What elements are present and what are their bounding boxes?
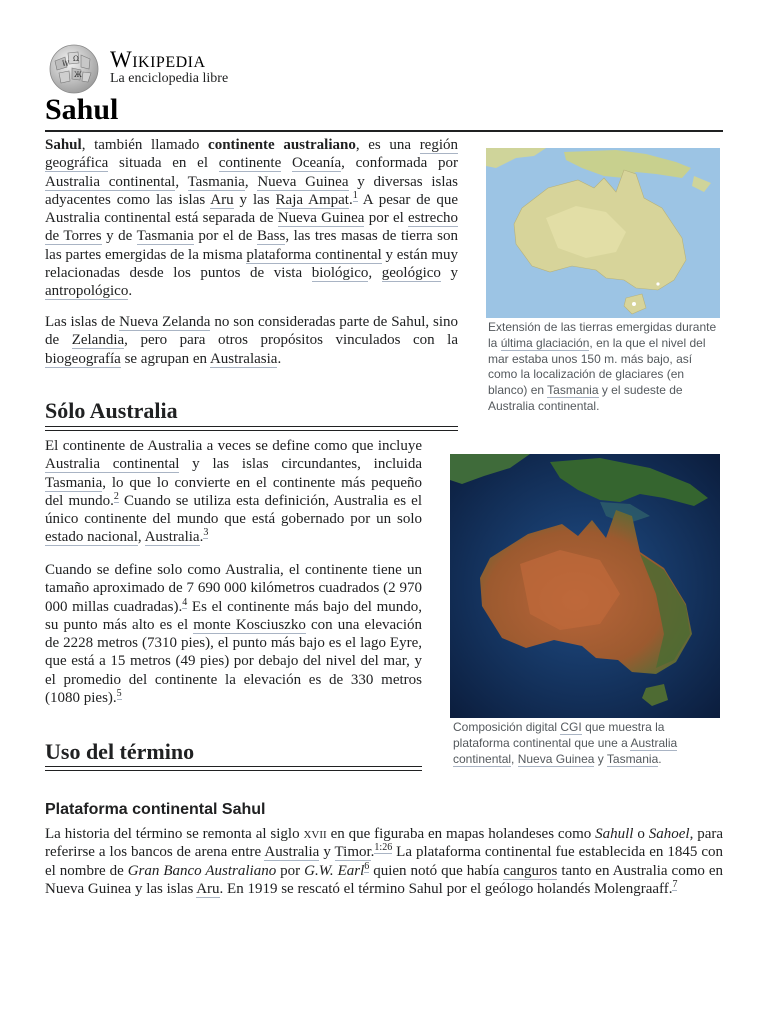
section-paragraph-2: Cuando se define solo como Australia, el continente tiene un tamaño aproximado de 7 690 000 kilómetros cuadrados (2 970 000 millas cuadradas).$^4$ Es el continente más bajo del mundo, su punto más alto es el monte Kosciuszko con una elevación de 2228 metros (7310 pies), el punto más bajo es el lago Eyre, que está a 15 metros (49 pies) por debajo del nivel del mar, y el promedio del continente la elevación es de 330 metros (1080 pies).$^5$ xyxy=(45,562,423,707)
svg-text:Ж: Ж xyxy=(74,71,82,79)
subsection-heading: Plataforma continental Sahul xyxy=(45,801,266,818)
figure-caption: Extensión de las tierras emergidas durante la última glaciación, en la que el nivel del mar estaba unos 150 m. más bajo, así como la localización de glaciares (en blanco) en Tasmania y el sudeste de Australia continental. xyxy=(488,320,717,413)
page-title: Sahul xyxy=(45,93,119,126)
link-plataforma-continental[interactable]: plataforma continental xyxy=(246,246,382,263)
link-australasia[interactable]: Australasia xyxy=(209,350,278,367)
link-australia[interactable]: Australia xyxy=(144,529,200,546)
link-nueva-guinea[interactable]: Nueva Guinea xyxy=(277,210,365,227)
globe-icon xyxy=(45,43,103,95)
reference-link[interactable]: 3 xyxy=(203,527,209,539)
figure-glaciation-map xyxy=(486,148,720,415)
intro-paragraph-2: Las islas de Nueva Zelanda no son consideradas parte de Sahul, sino de Zelandia, pero para otros propósitos vinculados con la biogeografía se agrupan en Australasia. xyxy=(45,314,458,367)
section-heading: Uso del término xyxy=(45,739,195,764)
reference-link[interactable]: 2 xyxy=(113,490,119,502)
link-australia-continental[interactable]: Australia continental xyxy=(453,735,678,766)
link-australia-continental[interactable]: Australia continental xyxy=(45,456,180,473)
link-aru[interactable]: Aru xyxy=(196,880,220,897)
section-divider xyxy=(45,426,458,431)
link-nueva-zelanda[interactable]: Nueva Zelanda xyxy=(119,314,211,330)
link-oceania[interactable]: Oceanía xyxy=(291,155,342,172)
tagline: La enciclopedia libre xyxy=(110,71,229,86)
satellite-image[interactable] xyxy=(450,454,720,718)
link-tasmania[interactable]: Tasmania xyxy=(136,228,194,245)
link-region-geografica[interactable]: región geográfica xyxy=(45,137,459,172)
section-heading: Sólo Australia xyxy=(45,398,178,423)
wordmark[interactable]: Wikipedia xyxy=(110,47,206,72)
figure-caption: Composición digital CGI que muestra la plataforma continental que une a Australia continental, Nueva Guinea y Tasmania. xyxy=(453,720,678,766)
section-divider xyxy=(45,766,422,771)
link-canguros[interactable]: canguros xyxy=(503,862,558,879)
reference-link[interactable]: 7 xyxy=(672,878,678,890)
link-tasmania[interactable]: Tasmania xyxy=(45,474,103,491)
reference-link[interactable]: 5 xyxy=(116,688,122,700)
map-image[interactable] xyxy=(486,148,720,318)
figure-satellite-composite xyxy=(450,454,720,767)
link-australia[interactable]: Australia xyxy=(264,844,320,861)
reference-link[interactable]: 1:26 xyxy=(374,842,393,854)
link-geologico[interactable]: geológico xyxy=(381,265,441,282)
link-nueva-guinea[interactable]: Nueva Guinea xyxy=(257,173,349,190)
link-ultima-glaciacion[interactable]: última glaciación xyxy=(500,335,590,350)
link-zelandia[interactable]: Zelandia xyxy=(71,332,125,349)
link-australia-continental[interactable]: Australia continental xyxy=(45,173,176,190)
link-timor[interactable]: Timor xyxy=(334,844,371,861)
link-cgi[interactable]: CGI xyxy=(560,720,582,734)
link-biologico[interactable]: biológico xyxy=(311,265,369,282)
link-monte-kosciuszko[interactable]: monte Kosciuszko xyxy=(193,616,306,633)
section-paragraph-3: La historia del término se remonta al siglo xvii en que figuraba en mapas holandeses como Sahull o Sahoel, para referirse a los bancos de arena entre Australia y Timor.$^{1:26}$ La plataforma continental fue establecida en 1845 con el nombre de Gran Banco Australiano por G.W. Earl$^6$ quien notó que había canguros tanto en Australia como en Nueva Guinea y las islas Aru. En 1919 se rescató el término Sahul por el geólogo holandés Molengraaff.$^7$ xyxy=(45,826,724,897)
reference-link[interactable]: 1 xyxy=(352,189,358,201)
section-paragraph: El continente de Australia a veces se define como que incluye Australia continental y las islas circundantes, incluida Tasmania, lo que lo convierte en el continente más pequeño del mundo.$^2$ Cuando se utiliza esta definición, Australia es el único continente del mundo que está gobernado por un solo estado nacional, Australia.$^3$ xyxy=(45,438,422,546)
link-bass[interactable]: Bass xyxy=(257,228,286,245)
intro-paragraph: Sahul, también llamado continente australiano, es una región geográfica situada en el continente Oceanía, conformada por Australia continental, Tasmania, Nueva Guinea y diversas islas adyacentes como las islas Aru y las Raja Ampat.$^1$ A pesar de que Australia continental está separada de Nueva Guinea por el estrecho de Torres y de Tasmania por el de Bass, las tres masas de tierra son las partes emergidas de la misma plataforma continental y están muy relacionadas desde los puntos de vista biológico, geológico y antropológico. xyxy=(45,137,459,300)
link-tasmania[interactable]: Tasmania xyxy=(187,173,245,190)
link-continente[interactable]: continente xyxy=(218,155,282,172)
reference-link[interactable]: 6 xyxy=(364,860,370,872)
link-tasmania[interactable]: Tasmania xyxy=(547,383,599,398)
link-antropologico[interactable]: antropológico xyxy=(45,283,129,300)
link-raja-ampat[interactable]: Raja Ampat xyxy=(275,191,349,208)
link-estrecho-de-torres[interactable]: estrecho de Torres xyxy=(45,210,458,245)
wikipedia-logo[interactable] xyxy=(45,43,105,95)
svg-text:Ω: Ω xyxy=(73,55,79,63)
link-estado-nacional[interactable]: estado nacional xyxy=(45,529,138,546)
bold-term: Sahul xyxy=(45,137,82,153)
reference-link[interactable]: 4 xyxy=(182,596,188,608)
link-nueva-guinea[interactable]: Nueva Guinea xyxy=(517,751,595,766)
title-divider xyxy=(45,130,723,132)
link-biogeografia[interactable]: biogeografía xyxy=(45,350,121,367)
link-aru[interactable]: Aru xyxy=(210,191,234,208)
link-tasmania[interactable]: Tasmania xyxy=(606,751,659,766)
svg-text:W: W xyxy=(62,60,70,68)
bold-term: continente australiano xyxy=(208,137,356,153)
